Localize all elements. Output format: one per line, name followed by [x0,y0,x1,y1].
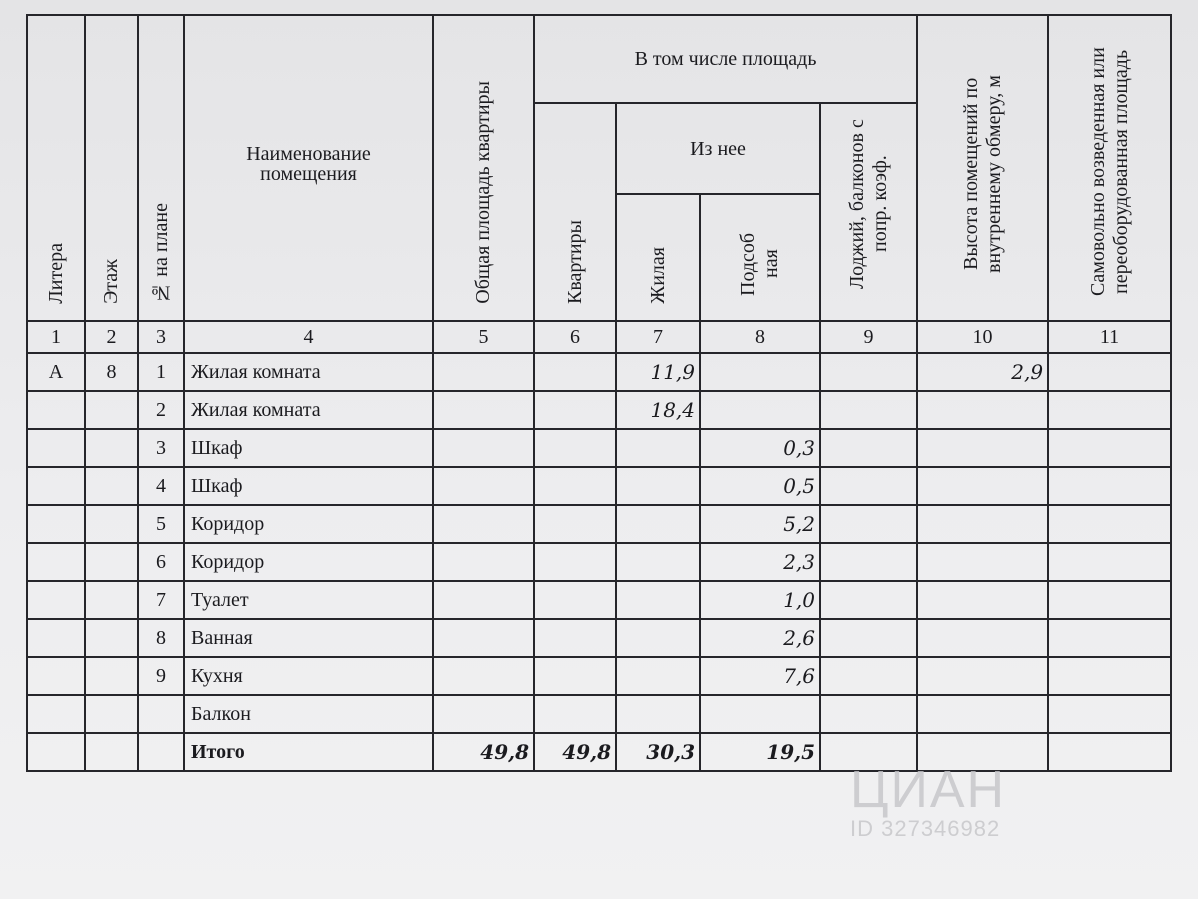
header-etazh: Этаж [85,15,138,321]
column-number: 9 [820,321,917,353]
header-samovolno: Самовольно возведенная или переоборудованная площадь [1048,15,1171,321]
total-empty-cell [138,733,184,771]
cell-obshchaya [433,505,534,543]
header-naimenovanie: Наименование помещения [184,15,433,321]
column-number: 10 [917,321,1048,353]
cell-zhilaya: 18,4 [616,391,700,429]
cell-obshchaya [433,619,534,657]
cell-lodzhiy [820,543,917,581]
cell-podsobnaya: 7,6 [700,657,820,695]
cell-obshchaya [433,391,534,429]
cell-etazh [85,391,138,429]
cell-no: 6 [138,543,184,581]
cell-zhilaya [616,695,700,733]
watermark-id: ID 327346982 [850,816,1001,841]
cell-vysota [917,391,1048,429]
cell-litera [27,695,85,733]
cell-kvartiry [534,581,616,619]
cell-kvartiry [534,353,616,391]
cell-litera [27,505,85,543]
cell-etazh [85,505,138,543]
cell-obshchaya [433,657,534,695]
cell-vysota [917,505,1048,543]
header-v-tom-chisle: В том числе площадь [534,15,917,103]
total-empty-cell [1048,733,1171,771]
table-row [27,467,1171,505]
header-lodzhiy: Лоджий, балконов с попр. коэф. [820,103,917,321]
cell-vysota [917,429,1048,467]
cell-lodzhiy [820,467,917,505]
cell-podsobnaya [700,695,820,733]
cell-samovolno [1048,353,1171,391]
cell-samovolno [1048,429,1171,467]
cell-lodzhiy [820,581,917,619]
cell-podsobnaya: 0,5 [700,467,820,505]
cell-kvartiry [534,429,616,467]
column-number: 7 [616,321,700,353]
column-number: 1 [27,321,85,353]
cell-samovolno [1048,581,1171,619]
watermark-logo: ЦИАН [850,761,1007,819]
cell-no: 4 [138,467,184,505]
header-obshchaya: Общая площадь квартиры [433,15,534,321]
room-explication-table [26,14,1172,772]
column-number: 3 [138,321,184,353]
cell-litera [27,467,85,505]
cell-samovolno [1048,695,1171,733]
cell-kvartiry [534,467,616,505]
cell-samovolno [1048,391,1171,429]
cell-lodzhiy [820,353,917,391]
cell-vysota [917,581,1048,619]
cell-lodzhiy [820,657,917,695]
cell-etazh [85,467,138,505]
total-label: Итого [184,733,433,771]
cell-samovolno [1048,467,1171,505]
total-empty-cell [27,733,85,771]
table-row [27,695,1171,733]
cell-name: Балкон [184,695,433,733]
table-row [27,543,1171,581]
cell-litera: А [27,353,85,391]
cell-name: Жилая комната [184,353,433,391]
cell-zhilaya [616,467,700,505]
cell-zhilaya [616,429,700,467]
cell-vysota [917,695,1048,733]
cell-kvartiry [534,505,616,543]
cell-kvartiry [534,695,616,733]
cell-vysota [917,619,1048,657]
cell-samovolno [1048,657,1171,695]
header-vysota: Высота помещений по внутреннему обмеру, м [917,15,1048,321]
cell-kvartiry [534,657,616,695]
column-number: 8 [700,321,820,353]
column-number: 6 [534,321,616,353]
table-row [27,391,1171,429]
header-litera: Литера [27,15,85,321]
cell-etazh [85,657,138,695]
table-row [27,581,1171,619]
header-row [27,15,1171,103]
cell-name: Шкаф [184,467,433,505]
cell-no: 9 [138,657,184,695]
cell-podsobnaya: 0,3 [700,429,820,467]
cell-vysota [917,543,1048,581]
cell-zhilaya [616,581,700,619]
table-row [27,429,1171,467]
cell-name: Шкаф [184,429,433,467]
cell-no [138,695,184,733]
total-podsobnaya: 19,5 [700,733,820,771]
cell-zhilaya [616,543,700,581]
cell-lodzhiy [820,505,917,543]
cell-etazh [85,543,138,581]
total-zhilaya: 30,3 [616,733,700,771]
cell-no: 5 [138,505,184,543]
cell-vysota [917,467,1048,505]
cell-lodzhiy [820,619,917,657]
cell-zhilaya [616,619,700,657]
cell-podsobnaya: 2,6 [700,619,820,657]
total-kvartiry: 49,8 [534,733,616,771]
cell-litera [27,657,85,695]
header-iz-nee: Из нее [616,103,820,194]
header-zhilaya: Жилая [616,194,700,321]
column-numbers-row [27,321,1171,353]
cell-kvartiry [534,391,616,429]
cell-litera [27,391,85,429]
cell-obshchaya [433,581,534,619]
table-row [27,353,1171,391]
header-podsobnaya: Подсоб ная [700,194,820,321]
cell-podsobnaya [700,391,820,429]
cell-no: 2 [138,391,184,429]
cell-name: Туалет [184,581,433,619]
cell-obshchaya [433,467,534,505]
cell-samovolno [1048,505,1171,543]
column-number: 4 [184,321,433,353]
cell-samovolno [1048,619,1171,657]
cell-no: 1 [138,353,184,391]
total-obshchaya: 49,8 [433,733,534,771]
cell-vysota [917,657,1048,695]
cell-obshchaya [433,429,534,467]
cell-name: Ванная [184,619,433,657]
cell-etazh [85,695,138,733]
cell-name: Кухня [184,657,433,695]
cell-no: 8 [138,619,184,657]
cell-podsobnaya: 5,2 [700,505,820,543]
cian-watermark [850,760,1006,842]
cell-kvartiry [534,543,616,581]
column-number: 5 [433,321,534,353]
cell-litera [27,619,85,657]
cell-etazh [85,619,138,657]
cell-name: Коридор [184,505,433,543]
table-row [27,619,1171,657]
cell-etazh: 8 [85,353,138,391]
cell-zhilaya: 11,9 [616,353,700,391]
cell-etazh [85,581,138,619]
cell-no: 7 [138,581,184,619]
header-no-na-plane: № на плане [138,15,184,321]
cell-litera [27,429,85,467]
cell-kvartiry [534,619,616,657]
table-row [27,657,1171,695]
cell-obshchaya [433,543,534,581]
cell-podsobnaya: 2,3 [700,543,820,581]
cell-podsobnaya [700,353,820,391]
table-row [27,505,1171,543]
cell-no: 3 [138,429,184,467]
cell-name: Жилая комната [184,391,433,429]
total-empty-cell [85,733,138,771]
cell-vysota: 2,9 [917,353,1048,391]
cell-litera [27,581,85,619]
cell-lodzhiy [820,391,917,429]
cell-name: Коридор [184,543,433,581]
cell-litera [27,543,85,581]
cell-zhilaya [616,505,700,543]
cell-lodzhiy [820,695,917,733]
cell-zhilaya [616,657,700,695]
cell-lodzhiy [820,429,917,467]
cell-podsobnaya: 1,0 [700,581,820,619]
cell-etazh [85,429,138,467]
header-kvartiry: Квартиры [534,103,616,321]
column-number: 2 [85,321,138,353]
cell-obshchaya [433,353,534,391]
cell-obshchaya [433,695,534,733]
cell-samovolno [1048,543,1171,581]
column-number: 11 [1048,321,1171,353]
